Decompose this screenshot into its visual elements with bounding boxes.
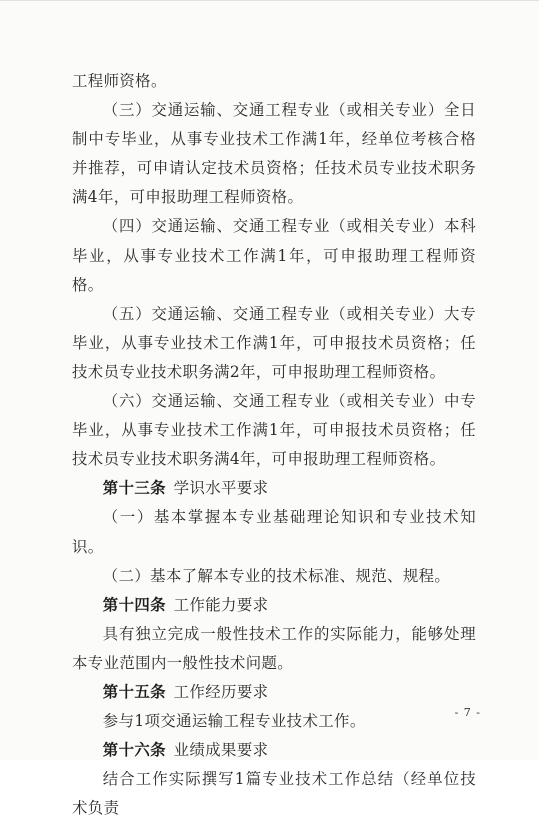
article-title: 业绩成果要求 (173, 741, 269, 760)
article-heading (72, 474, 476, 503)
article-title: 学识水平要求 (173, 479, 269, 498)
paragraph: 工程师资格。 (72, 72, 167, 90)
article-number: 第十三条 (102, 479, 166, 498)
page-number: - 7 - (454, 706, 481, 719)
paragraph: （六）交通运输、交通工程专业（或相关专业）中专毕业，从事专业技术工作满1年，可申报技术员资格；任技术员专业技术职务满4年，可申报助理工程师资格。 (72, 392, 476, 469)
article-heading (72, 591, 476, 620)
article-title: 工作经历要求 (173, 682, 269, 701)
paragraph: （三）交通运输、交通工程专业（或相关专业）全日制中专毕业，从事专业技术工作满1年，经单位考核合格并推荐，可申请认定技术员资格；任技术员专业技术职务满4年，可申报助理工程师资格。 (72, 101, 476, 207)
article-number: 第十四条 (102, 595, 166, 614)
article-heading (72, 736, 476, 765)
paragraph: 参与1项交通运输工程专业技术工作。 (102, 712, 366, 731)
document-body (72, 67, 476, 823)
article-title: 工作能力要求 (173, 595, 269, 614)
article-number: 第十六条 (102, 741, 166, 760)
article-number: 第十五条 (102, 682, 166, 701)
paragraph: 具有独立完成一般性技术工作的实际能力，能够处理本专业范围内一般性技术问题。 (72, 624, 476, 672)
article-heading (72, 678, 476, 707)
paragraph: 结合工作实际撰写1篇专业技术工作总结（经单位技术负责 (72, 770, 476, 818)
paragraph: （五）交通运输、交通工程专业（或相关专业）大专毕业，从事专业技术工作满1年，可申报技术员资格；任技术员专业技术职务满2年，可申报助理工程师资格。 (72, 304, 476, 381)
paragraph: （二）基本了解本专业的技术标准、规范、规程。 (102, 566, 451, 585)
paragraph: （四）交通运输、交通工程专业（或相关专业）本科毕业，从事专业技术工作满1年，可申报助理工程师资格。 (72, 217, 476, 294)
paragraph: （一）基本掌握本专业基础理论知识和专业技术知识。 (72, 508, 476, 556)
